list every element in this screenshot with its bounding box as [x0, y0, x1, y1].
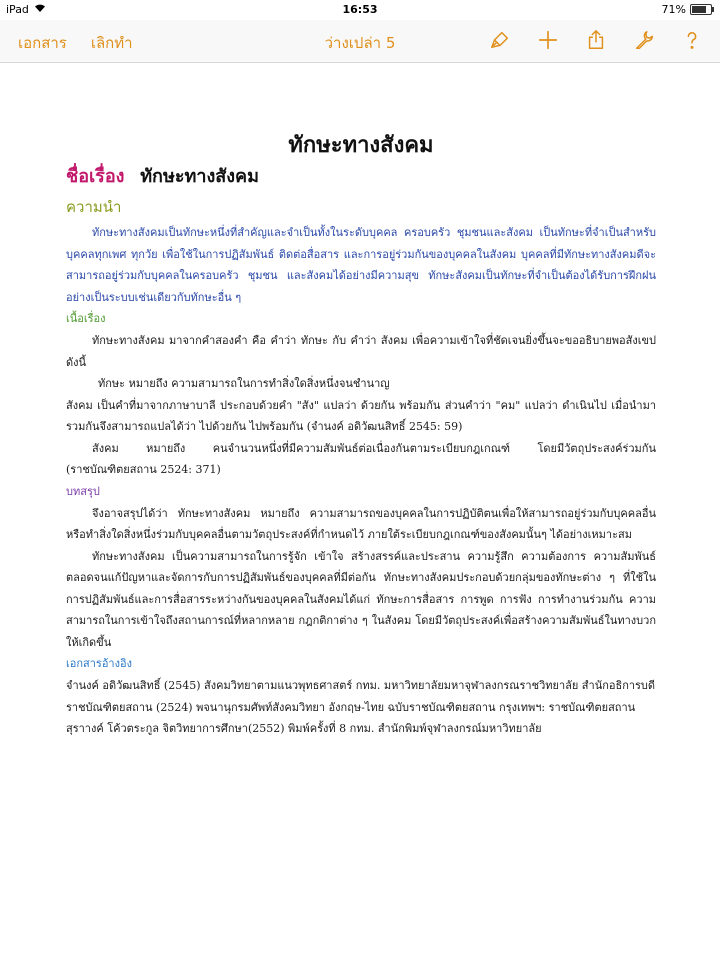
summary-paragraph-1: จึงอาจสรุปได้ว่า ทักษะทางสังคม หมายถึง ความสามารถของบุคคลในการปฏิบัติตนเพื่อให้สามารถอยู่ร่วมกับบุคคลอื่น หรือทำสิ่งใดสิ่งหนึ่งร่วมกับบุคคลอื่นตามวัตถุประสงค์ที่กำหนดไว้ ภายใต้ระเบียบกฎเกณฑ์ของสังคมนั้นๆ ได้อย่างเหมาะสม [66, 506, 656, 541]
summary-paragraph-2: ทักษะทางสังคม เป็นความสามารถในการรู้จัก เข้าใจ สร้างสรรค์และประสาน ความรู้สึก ความต้องการ ความสัมพันธ์ตลอดจนแก้ปัญหาและจัดการกับการปฏิสัมพันธ์ของบุคคลที่มีต่อกัน ทักษะทางสังคมประกอบด้วยกลุ่มของทักษะต่าง ๆ ที่ใช้ในการปฏิสัมพันธ์และการสื่อสารระหว่างกันของบุคคลในสังคมได้แก่ ทักษะการสื่อสาร การพูด การฟัง การทำงานร่วมกัน ความสามารถในการเข้าใจถึงสถานการณ์ที่หลากหลาย กฎกติกาต่าง ๆ ในสังคม โดยมีวัตถุประสงค์เพื่อสร้างความสัมพันธ์ในทางบวกให้เกิดขึ้น [66, 549, 656, 649]
document-title: ทักษะทางสังคม [288, 132, 434, 158]
plus-icon[interactable] [534, 26, 562, 54]
intro-heading: ความนำ [66, 198, 122, 216]
format-brush-icon[interactable] [486, 26, 514, 54]
subject-line [66, 162, 656, 192]
battery-icon [690, 4, 712, 15]
document-page[interactable] [66, 120, 656, 740]
summary-heading: บทสรุป [66, 484, 100, 498]
reference-item: จำนงค์ อดิวัฒนสิทธิ์ (2545) สังคมวิทยาตามแนวพุทธศาสตร์ กทม. มหาวิทยาลัยมหาจุฬาลงกรณราชวิทยาลัย สำนักอธิการบดี [66, 679, 656, 692]
content-paragraph-4: สังคม หมายถึง คนจำนวนหนึ่งที่มีความสัมพันธ์ต่อเนื่องกันตามระเบียบกฎเกณฑ์ โดยมีวัตถุประสงค์ร่วมกัน (ราชบัณฑิตยสถาน 2524: 371) [66, 441, 656, 476]
status-right [662, 3, 712, 16]
content-heading: เนื้อเรื่อง [66, 312, 106, 325]
status-bar [0, 0, 720, 20]
battery-percent: 71% [661, 3, 686, 16]
content-paragraph-2: ทักษะ หมายถึง ความสามารถในการทำสิ่งใดสิ่งหนึ่งจนชำนาญ [98, 377, 390, 390]
share-icon[interactable] [582, 26, 610, 54]
device-label: iPad [6, 3, 29, 16]
reference-item: ราชบัณฑิตยสถาน (2524) พจนานุกรมศัพท์สังคมวิทยา อังกฤษ-ไทย ฉบับราชบัณฑิตยสถาน กรุงเทพฯ: ราชบัณฑิตยสถาน [66, 700, 636, 714]
toolbar-left [18, 31, 133, 55]
document-name[interactable]: ว่างเปล่า 5 [324, 34, 396, 52]
subject-label: ชื่อเรื่อง [66, 166, 125, 187]
content-paragraph-1: ทักษะทางสังคม มาจากคำสองคำ คือ คำว่า ทักษะ กับ คำว่า สังคม เพื่อความเข้าใจที่ชัดเจนยิ่งขึ้นจะขออธิบายพอสังเขปดังนี้ [66, 334, 656, 369]
wrench-icon[interactable] [630, 26, 658, 54]
content-paragraph-3: สังคม เป็นคำที่มาจากภาษาบาลี ประกอบด้วยคำ "สัง" แปลว่า ด้วยกัน พร้อมกัน ส่วนคำว่า "คม" แปลว่า ดำเนินไป เมื่อนำมารวมกันจึงสามารถแปลได้ว่า ไปด้วยกัน ไปพร้อมกัน (จำนงค์ อดิวัฒนสิทธิ์ 2545: 59) [66, 398, 656, 433]
toolbar-right [486, 26, 706, 54]
subject-value: ทักษะทางสังคม [140, 166, 259, 187]
documents-button[interactable]: เอกสาร [18, 34, 67, 52]
undo-button[interactable]: เลิกทำ [90, 34, 133, 52]
intro-paragraph: ทักษะทางสังคมเป็นทักษะหนึ่งที่สำคัญและจำเป็นทั้งในระดับบุคคล ครอบครัว ชุมชนและสังคม เป็นทักษะที่จำเป็นสำหรับบุคคลทุกเพศ ทุกวัย เพื่อใช้ในการปฏิสัมพันธ์ ติดต่อสื่อสาร และการอยู่ร่วมกันของบุคคลในสังคม บุคคลที่มีทักษะทางสังคมดีจะสามารถอยู่ร่วมกับบุคคลในครอบครัว ชุมชน และสังคมได้อย่างมีความสุข ทักษะสังคมเป็นทักษะที่จำเป็นต้องได้รับการฝึกฝนอย่างเป็นระบบเช่นเดียวกับทักษะอื่น ๆ [66, 226, 656, 304]
status-time: 16:53 [342, 3, 378, 16]
app-toolbar [0, 20, 720, 63]
help-icon[interactable] [678, 26, 706, 54]
references-heading: เอกสารอ้างอิง [66, 657, 132, 670]
reference-item: สุราางค์ โค้วตระกูล จิตวิทยาการศึกษา(2552) พิมพ์ครั้งที่ 8 กทม. สำนักพิมพ์จุฬาลงกรณ์มหาวิทยาลัย [66, 722, 542, 735]
